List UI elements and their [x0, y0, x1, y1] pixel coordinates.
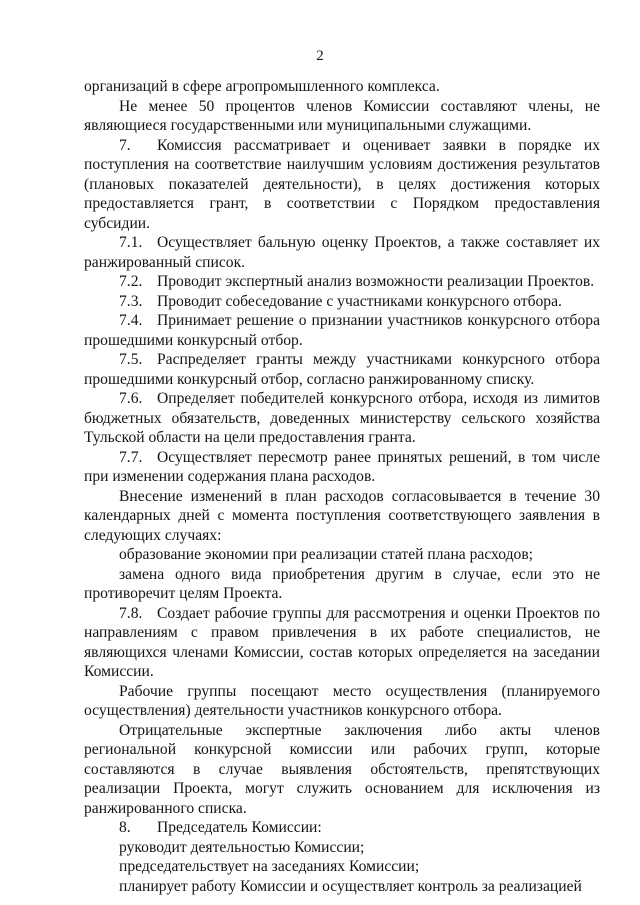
paragraph-text: образование экономии при реализации статей плана расходов; [119, 546, 534, 563]
paragraph-text: Распределяет гранты между участниками конкурсного отбора прошедшими конкурсный отбор, согласно ранжированному списку. [84, 351, 600, 388]
paragraph-number: 7.7. [119, 448, 143, 466]
paragraph-number: 7.4. [119, 312, 143, 329]
paragraph-text: замена одного вида приобретения другим в случае, если это не противоречит целям Проекта. [84, 565, 600, 602]
paragraph-text: председательствует на заседаниях Комиссии; [119, 858, 420, 875]
paragraph-text: руководит деятельностью Комиссии; [119, 838, 365, 856]
paragraph-number: 7.8. [119, 604, 143, 622]
paragraph [84, 77, 600, 97]
paragraph [84, 877, 600, 897]
paragraph-text: Не менее 50 процентов членов Комиссии составляют члены, не являющиеся государственными или муниципальными служащими. [84, 97, 600, 134]
paragraph-text: Проводит экспертный анализ возможности реализации Проектов. [157, 273, 595, 290]
paragraph [84, 311, 600, 350]
paragraph-text: Председатель Комиссии: [157, 819, 322, 836]
paragraph-text: Создает рабочие группы для рассмотрения и оценки Проектов по направлениям с правом привлечения в их работе специалистов, не являющихся членами Комиссии, состав которых определяется на заседании Комиссии. [84, 604, 600, 680]
paragraph-text: планирует работу Комиссии и осуществляет контроль за реализацией [119, 877, 582, 895]
paragraph [84, 389, 600, 448]
paragraph [84, 604, 600, 682]
paragraph-number: 8. [119, 819, 131, 836]
paragraph-text: Определяет победителей конкурсного отбора, исходя из лимитов бюджетных обязательств, доведенных министерству сельского хозяйства Тульской области на цели предоставления гранта. [84, 390, 600, 446]
paragraph [84, 682, 600, 721]
paragraph [84, 545, 600, 565]
paragraph-text: Внесение изменений в план расходов согласовывается в течение 30 календарных дней с момента поступления соответствующего заявления в следующих случаях: [84, 487, 600, 544]
paragraph-text: Проводит собеседование с участниками конкурсного отбора. [157, 292, 562, 310]
paragraph-number: 7. [119, 136, 131, 154]
paragraph [84, 857, 600, 877]
paragraph [84, 97, 600, 136]
paragraph-text: Рабочие группы посещают место осуществления (планируемого осуществления) деятельности участников конкурсного отбора. [84, 682, 600, 719]
paragraph-text: Комиссия рассматривает и оценивает заявки в порядке их поступления на соответствие наилучшим условиям достижения результатов (плановых показателей деятельности), в целях достижения которых предоставляется грант, в соответствии с Порядком предоставления субсидии. [84, 136, 600, 232]
paragraph [84, 818, 600, 838]
paragraph [84, 136, 600, 234]
paragraph-text: Отрицательные экспертные заключения либо акты членов региональной конкурсной комиссии или рабочих групп, которые составляются в случае выявления обстоятельств, препятствующих реализации Проекта, могут служить основанием для исключения из ранжированного списка. [84, 721, 600, 817]
paragraph-number: 7.3. [119, 292, 143, 310]
paragraph [84, 292, 600, 312]
paragraph [84, 272, 600, 292]
paragraph-text: Осуществляет пересмотр ранее принятых решений, в том числе при изменении содержания плана расходов. [84, 448, 600, 485]
page-number: 2 [316, 48, 324, 64]
paragraph-number: 7.1. [119, 234, 143, 251]
paragraph [84, 565, 600, 604]
paragraph-text: Осуществляет бальную оценку Проектов, а также составляет их ранжированный список. [84, 234, 600, 271]
paragraph [84, 350, 600, 389]
paragraph-text: организаций в сфере агропромышленного комплекса. [84, 78, 440, 95]
paragraph [84, 838, 600, 858]
paragraph-text: Принимает решение о признании участников конкурсного отбора прошедшими конкурсный отбор. [84, 312, 600, 349]
paragraph [84, 448, 600, 487]
paragraph-number: 7.2. [119, 273, 143, 290]
paragraph-number: 7.6. [119, 390, 143, 407]
paragraph [84, 721, 600, 819]
paragraph [84, 487, 600, 546]
paragraph-number: 7.5. [119, 351, 143, 368]
document-body [84, 77, 600, 896]
paragraph [84, 233, 600, 272]
